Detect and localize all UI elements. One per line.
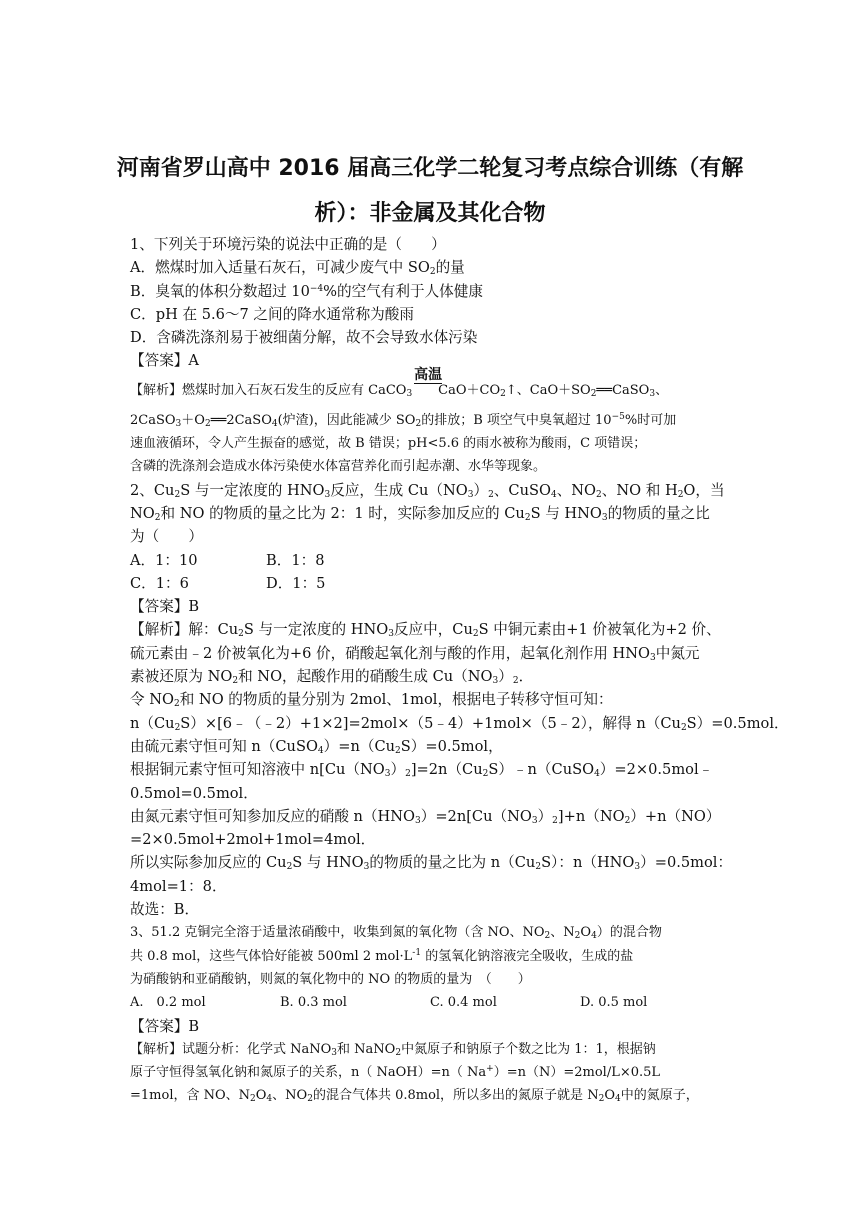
doc-title-line1: 河南省罗山高中 2016 届高三化学二轮复习考点综合训练（有解 xyxy=(116,156,744,181)
doc-title-line2: 析）：非金属及其化合物 xyxy=(314,201,546,226)
reaction-condition-label: 高温 xyxy=(414,366,443,383)
q1-option-c: C．pH 在 5.6～7 之间的降水通常称为酸雨 xyxy=(130,305,414,323)
q1-explanation-line4: 含磷的洗涤剂会造成水体污染使水体富营养化而引起赤潮、水华等现象。 xyxy=(130,459,547,475)
q1-stem: 1、下列关于环境污染的说法中正确的是（ ） xyxy=(130,236,446,253)
q2-stem-line1: 2、$Cu_2S$ 与一定浓度的 $HNO_3$反应，生成 $Cu(NO_3)_2$、CuSO$_4$、$NO_2$、NO 和 $H_2O$，当 xyxy=(130,481,725,500)
q2-explanation-line9: 由氮元素守恒可知参加反应的硝酸 $n(HNO_3)=2n[Cu(NO_3)_2]+n(NO_2)+n(NO)$ xyxy=(130,807,721,826)
q2-stem-line2: $NO_2$和 NO 的物质的量之比为 2：1 时，实际参加反应的 $Cu_2S$ 与 $HNO_3$的物质的量之比 xyxy=(130,504,710,523)
q2-option-a: A．1：10 xyxy=(130,551,198,569)
q1-explanation-line2: $2CaSO_3+O_2══2CaSO_4$(炉渣)，因此能减少 $SO_2$的排放；B 项空气中臭氧超过 $10^{-5}\%$时可加 xyxy=(130,411,677,429)
q2-explanation-line8: 0.5mol=0.5mol． xyxy=(130,784,258,802)
q1-explanation-line1: 【解析】燃煤时加入石灰石发生的反应有 CaCO$_3$ 高温 $CaO+CO_2↑$、$CaO+SO_2══CaSO_3$、 xyxy=(130,366,669,399)
q2-option-c: C．1：6 xyxy=(130,574,189,592)
q3-option-d: D. 0.5 mol xyxy=(580,995,648,1011)
q3-stem-line3: 为硝酸钠和亚硝酸钠，则氮的氧化物中的 NO 的物质的量为 （ ） xyxy=(130,971,531,987)
q2-answer: 【答案】B xyxy=(130,598,200,616)
q1-option-a: A．燃煤时加入适量石灰石，可减少废气中 $SO_2$的量 xyxy=(130,259,465,278)
q2-options-row2 xyxy=(130,572,730,595)
q2-explanation-line6: 由硫元素守恒可知 $n(CuSO_4)=n(Cu_2S)=0.5mol$， xyxy=(130,737,503,756)
q1-option-d: D．含磷洗涤剂易于被细菌分解，故不会导致水体污染 xyxy=(130,329,478,347)
q3-option-a: A. 0.2 mol xyxy=(130,995,206,1011)
q2-explanation-line5: $n(Cu_2S)\times[6﹣(﹣2)+1\times 2]=2mol\times(5﹣4)+1mol\times(5﹣2)$，解得 $n(Cu_2S)=0.5mol$． xyxy=(130,714,789,733)
q1-explanation-line3: 速血液循环，令人产生振奋的感觉，故 B 错误；pH<5.6 的雨水被称为酸雨，C 项错误； xyxy=(130,436,647,452)
q2-explanation-line1: 【解析】解：$Cu_2S$ 与一定浓度的 $HNO_3$反应中，$Cu_2S$ 中铜元素由+1 价被氧化为+2 价、 xyxy=(130,621,721,640)
q3-explanation-line3: =1mol，含 NO、$N_2O_4$、$NO_2$的混合气体共 0.8mol，所以多出的氮原子就是 $N_2O_4$中的氮原子， xyxy=(130,1088,699,1105)
q3-stem-line2: 共 0.8 mol，这些气体恰好能被 500ml 2 $mol\cdot L^{-1}$ 的氢氧化钠溶液完全吸收，生成的盐 xyxy=(130,947,634,964)
q2-explanation-line7: 根据铜元素守恒可知溶液中 $n[Cu(NO_3)_2]=2n(Cu_2S)﹣n(CuSO_4)=2\times 0.5mol﹣$ xyxy=(130,761,714,780)
doc-body xyxy=(130,233,789,1108)
q2-explanation-line11: 所以实际参加反应的 $Cu_2S$ 与 $HNO_3$的物质的量之比为 $n(Cu_2S)$：$n(HNO_3)=0.5mol$： xyxy=(130,854,733,873)
q2-option-b: B．1：8 xyxy=(266,551,325,569)
q2-explanation-line12: 4mol=1：8． xyxy=(130,877,227,895)
q2-explanation-line10: =2×0.5mol+2mol+1mol=4mol． xyxy=(130,831,376,849)
q2-stem-line3: 为（ ） xyxy=(130,528,203,546)
q2-option-d: D．1：5 xyxy=(266,574,326,592)
q3-option-b: B. 0.3 mol xyxy=(280,995,347,1011)
q2-explanation-line4: 令 $NO_2$和 NO 的物质的量分别为 2mol、1mol，根据电子转移守恒可知： xyxy=(130,691,613,710)
q3-stem-line1: 3、51.2 克铜完全溶于适量浓硝酸中，收集到氮的氧化物（含 NO、$NO_2$、$N_2O_4$）的混合物 xyxy=(130,925,662,942)
q2-explanation-line2: 硫元素由﹣2 价被氧化为+6 价，硝酸起氧化剂与酸的作用，起氧化剂作用 $HNO_3$中氮元 xyxy=(130,644,700,663)
q1-answer: 【答案】A xyxy=(130,352,199,370)
q2-explanation-line3: 素被还原为 $NO_2$和 NO，起酸作用的硝酸生成 $Cu(NO_3)_2$． xyxy=(130,668,534,687)
q3-options-row xyxy=(130,991,730,1014)
q3-explanation-line1: 【解析】试题分析：化学式 NaNO$_3$和 NaNO$_2$中氮原子和钠原子个数之比为 1：1，根据钠 xyxy=(130,1041,656,1058)
q1-option-b: B．臭氧的体积分数超过 $10^{-4}\%$的空气有利于人体健康 xyxy=(130,282,483,300)
q3-answer: 【答案】B xyxy=(130,1017,200,1035)
q2-explanation-line13: 故选：B． xyxy=(130,901,200,919)
q3-explanation-line2: 原子守恒得氢氧化钠和氮原子的关系，n（ NaOH）=n（ Na+）=n（N）=2mol/L×0.5L xyxy=(130,1064,661,1081)
q3-option-c: C. 0.4 mol xyxy=(430,995,497,1011)
q2-options-row1 xyxy=(130,549,730,572)
